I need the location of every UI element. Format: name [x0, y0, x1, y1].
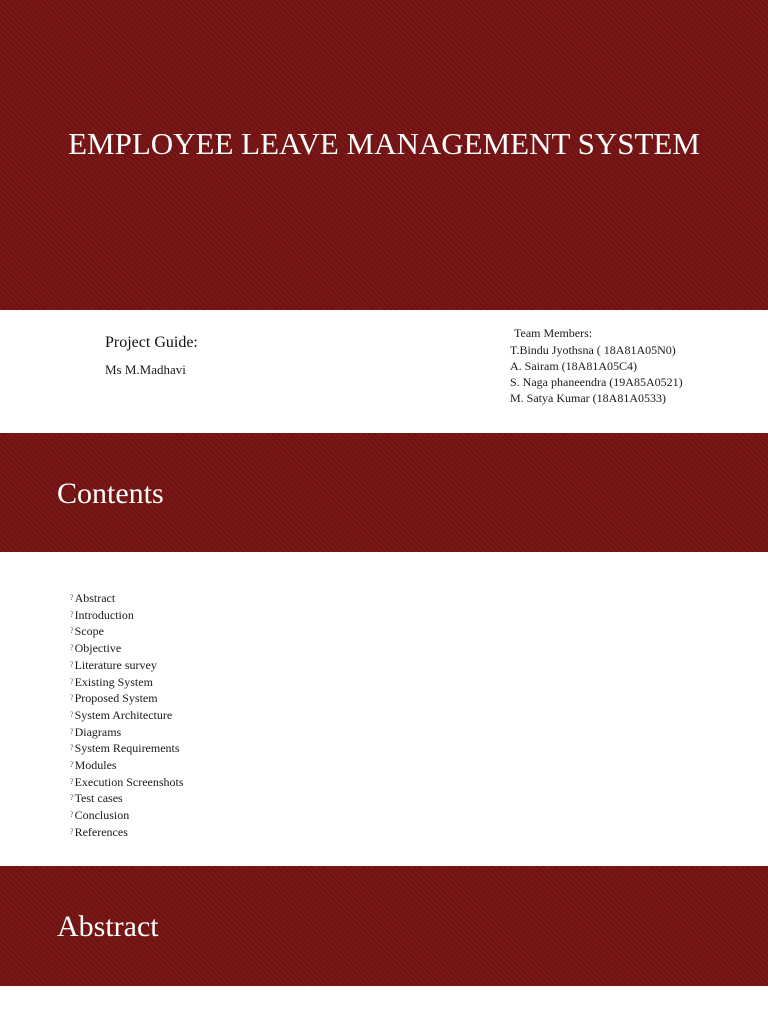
contents-item: ?Objective: [70, 641, 122, 656]
contents-item: ?Modules: [70, 758, 117, 773]
team-member: M. Satya Kumar (18A81A0533): [510, 391, 666, 405]
contents-item: ?References: [70, 824, 128, 839]
bullet-icon: ?: [70, 810, 74, 820]
contents-item: ?Introduction: [70, 607, 134, 622]
abstract-slide-banner: [0, 866, 768, 986]
contents-item: ?Test cases: [70, 791, 123, 806]
bullet-icon: ?: [70, 760, 74, 770]
bullet-icon: ?: [70, 826, 74, 836]
project-guide-name: Ms M.Madhavi: [105, 362, 186, 377]
abstract-title: Abstract: [57, 910, 159, 943]
team-member: T.Bindu Jyothsna ( 18A81A05N0): [510, 343, 676, 357]
bullet-icon: ?: [70, 626, 74, 636]
contents-item: ?Conclusion: [70, 808, 130, 823]
bullet-icon: ?: [70, 743, 74, 753]
bullet-icon: ?: [70, 643, 74, 653]
contents-item: ?System Architecture: [70, 707, 173, 722]
presentation-title: EMPLOYEE LEAVE MANAGEMENT SYSTEM: [68, 126, 700, 161]
bullet-icon: ?: [70, 776, 74, 786]
contents-item: ?Existing System: [70, 674, 153, 689]
bullet-icon: ?: [70, 609, 74, 619]
contents-slide-body: [0, 552, 768, 866]
contents-item: ?System Requirements: [70, 741, 180, 756]
team-members-list: [510, 342, 683, 406]
contents-list: [70, 590, 184, 841]
bullet-icon: ?: [70, 726, 74, 736]
bullet-icon: ?: [70, 709, 74, 719]
title-slide-banner: [0, 0, 768, 310]
title-slide-body: [0, 310, 768, 433]
bullet-icon: ?: [70, 593, 74, 602]
contents-item: ?Proposed System: [70, 691, 158, 706]
contents-item: ?Execution Screenshots: [70, 774, 184, 789]
contents-title: Contents: [57, 477, 164, 510]
bullet-icon: ?: [70, 693, 74, 703]
bullet-icon: ?: [70, 659, 74, 669]
abstract-slide-body: [0, 986, 768, 1024]
team-member: A. Sairam (18A81A05C4): [510, 359, 637, 373]
team-members-label: Team Members:: [514, 326, 593, 340]
contents-item: ?Scope: [70, 624, 104, 639]
contents-item: ?Literature survey: [70, 657, 157, 672]
project-guide-label: Project Guide:: [105, 334, 198, 351]
contents-item: ?Diagrams: [70, 724, 122, 739]
bullet-icon: ?: [70, 793, 74, 803]
contents-item: ?Abstract: [70, 591, 116, 605]
team-member: S. Naga phaneendra (19A85A0521): [510, 375, 683, 389]
contents-slide-banner: [0, 433, 768, 552]
bullet-icon: ?: [70, 676, 74, 686]
